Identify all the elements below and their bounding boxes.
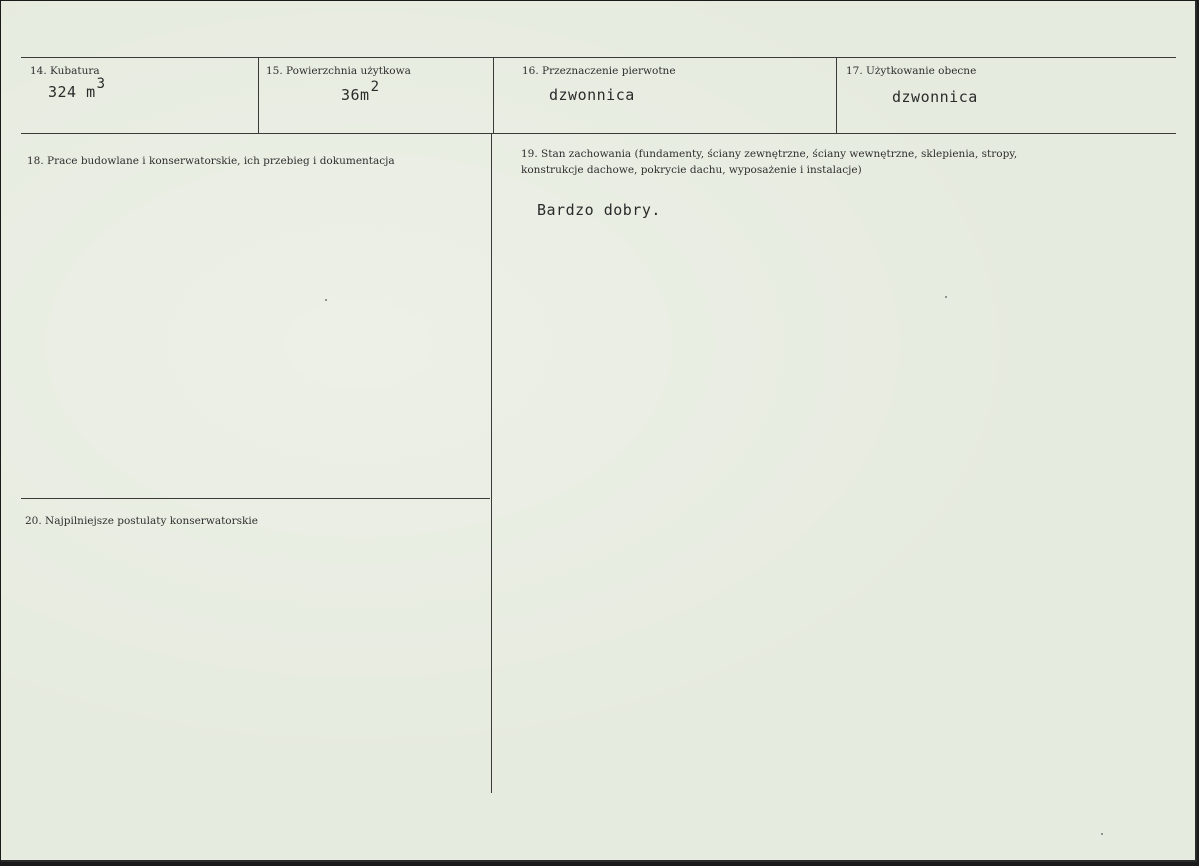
field-powierzchnia-label: 15. Powierzchnia użytkowa — [266, 65, 411, 77]
field-uzytkowanie-label: 17. Użytkowanie obecne — [846, 65, 977, 77]
paper-speck — [945, 296, 947, 298]
field-stan-label: 19. Stan zachowania (fundamenty, ściany zewnętrzne, ściany wewnętrzne, sklepienia, stropy, konstrukcje dachowe, pokrycie dachu, wyposażenie i instalacje) — [521, 148, 1018, 176]
field-stan-value: Bardzo dobry. — [537, 201, 661, 219]
field-przeznaczenie-value: dzwonnica — [549, 86, 635, 104]
field-postulaty-label: 20. Najpilniejsze postulaty konserwatorskie — [25, 515, 258, 527]
kubatura-unit-exponent: 3 — [96, 76, 106, 92]
record-card — [1, 1, 1197, 862]
powierzchnia-unit-exponent: 2 — [370, 79, 380, 95]
main-column-divider — [491, 133, 492, 793]
field-uzytkowanie-value: dzwonnica — [892, 88, 978, 106]
paper-speck — [1101, 833, 1103, 835]
divider-16-17 — [836, 57, 837, 133]
field-powierzchnia-value — [341, 79, 380, 104]
divider-14-15 — [258, 57, 259, 133]
powierzchnia-number: 36m — [341, 86, 370, 104]
kubatura-number: 324 m — [48, 83, 96, 101]
header-bottom-rule — [21, 133, 1176, 134]
top-rule — [21, 57, 1176, 58]
field-kubatura-value — [48, 76, 106, 101]
section-18-bottom-rule — [21, 498, 490, 499]
field-prace-label: 18. Prace budowlane i konserwatorskie, ich przebieg i dokumentacja — [27, 155, 395, 167]
divider-15-16 — [493, 57, 494, 133]
field-kubatura-label: 14. Kubatura — [30, 65, 100, 77]
paper-speck — [325, 299, 327, 301]
field-przeznaczenie-label: 16. Przeznaczenie pierwotne — [522, 65, 676, 77]
